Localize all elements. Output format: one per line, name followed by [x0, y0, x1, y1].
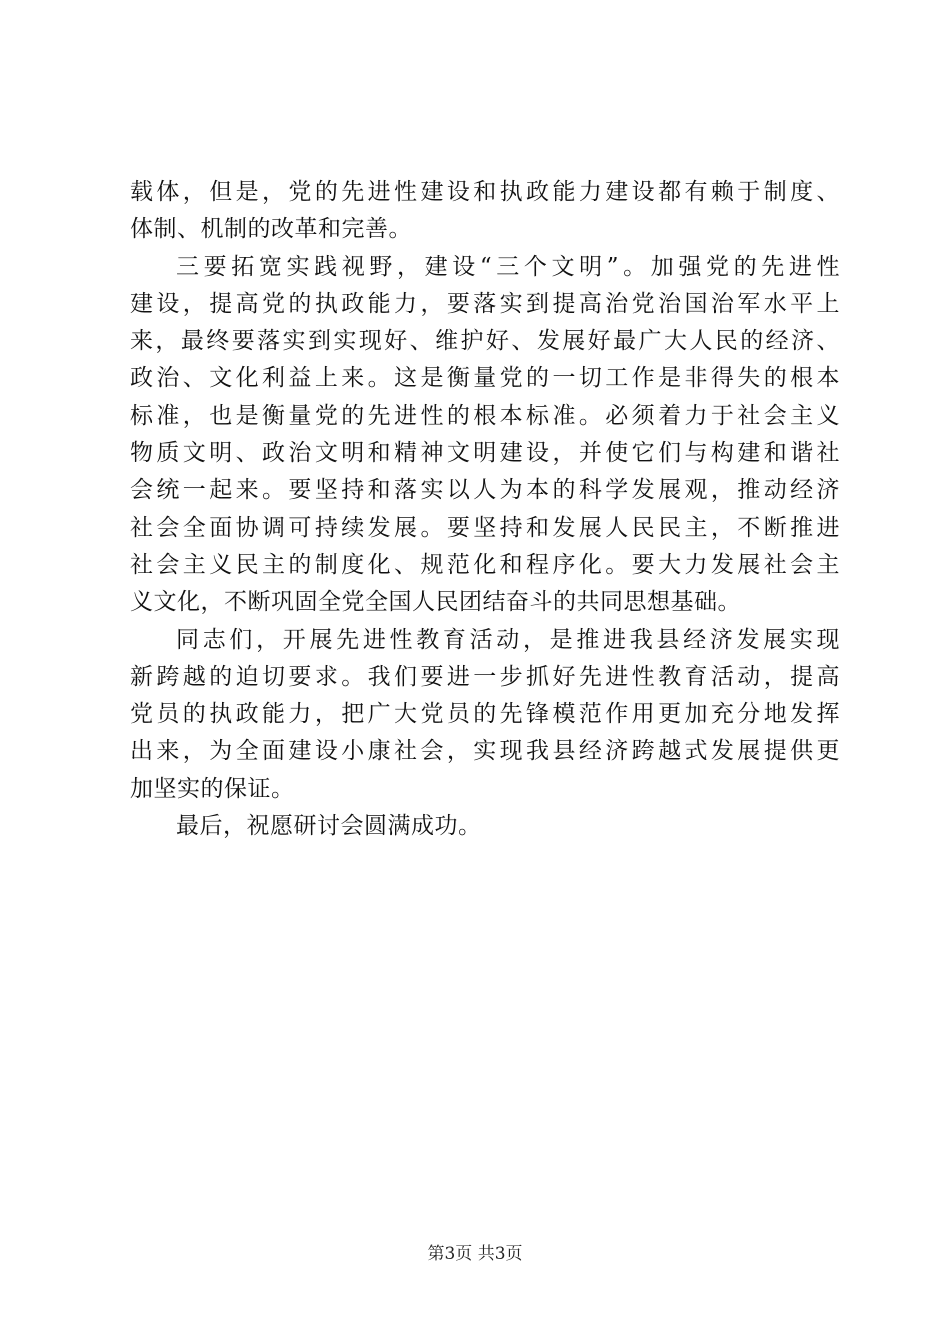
text-line: 来，最终要落实到实现好、维护好、发展好最广大人民的经济、 [130, 328, 840, 355]
text-line: 新跨越的迫切要求。我们要进一步抓好先进性教育活动，提高 [130, 663, 840, 690]
text-line: 载体，但是，党的先进性建设和执政能力建设都有赖于制度、 [130, 179, 840, 205]
text-line: 政治、文化利益上来。这是衡量党的一切工作是非得失的根本 [130, 365, 840, 392]
page-number-footer: 第3页 共3页 [427, 1244, 523, 1264]
text-line: 社会全面协调可持续发展。要坚持和发展人民民主，不断推进 [130, 514, 840, 541]
paragraph-start-line: 最后，祝愿研讨会圆满成功。 [176, 813, 482, 840]
text-line: 建设，提高党的执政能力，要落实到提高治党治国治军水平上 [130, 290, 840, 317]
text-line: 加坚实的保证。 [130, 775, 295, 802]
text-line: 标准，也是衡量党的先进性的根本标准。必须着力于社会主义 [130, 402, 840, 429]
body-text [130, 174, 840, 845]
paragraph-start-line: 三要拓宽实践视野，建设“三个文明”。加强党的先进性 [176, 253, 840, 280]
text-line: 物质文明、政治文明和精神文明建设，并使它们与构建和谐社 [130, 440, 840, 467]
text-line: 体制、机制的改革和完善。 [130, 216, 412, 243]
paragraph-start-line: 同志们，开展先进性教育活动，是推进我县经济发展实现 [176, 626, 840, 653]
text-line: 社会主义民主的制度化、规范化和程序化。要大力发展社会主 [130, 551, 840, 578]
text-line: 义文化，不断巩固全党全国人民团结奋斗的共同思想基础。 [130, 589, 741, 616]
text-line: 党员的执政能力，把广大党员的先锋模范作用更加充分地发挥 [130, 701, 840, 728]
text-line: 会统一起来。要坚持和落实以人为本的科学发展观，推动经济 [130, 477, 840, 504]
text-line: 出来，为全面建设小康社会，实现我县经济跨越式发展提供更 [130, 738, 840, 765]
